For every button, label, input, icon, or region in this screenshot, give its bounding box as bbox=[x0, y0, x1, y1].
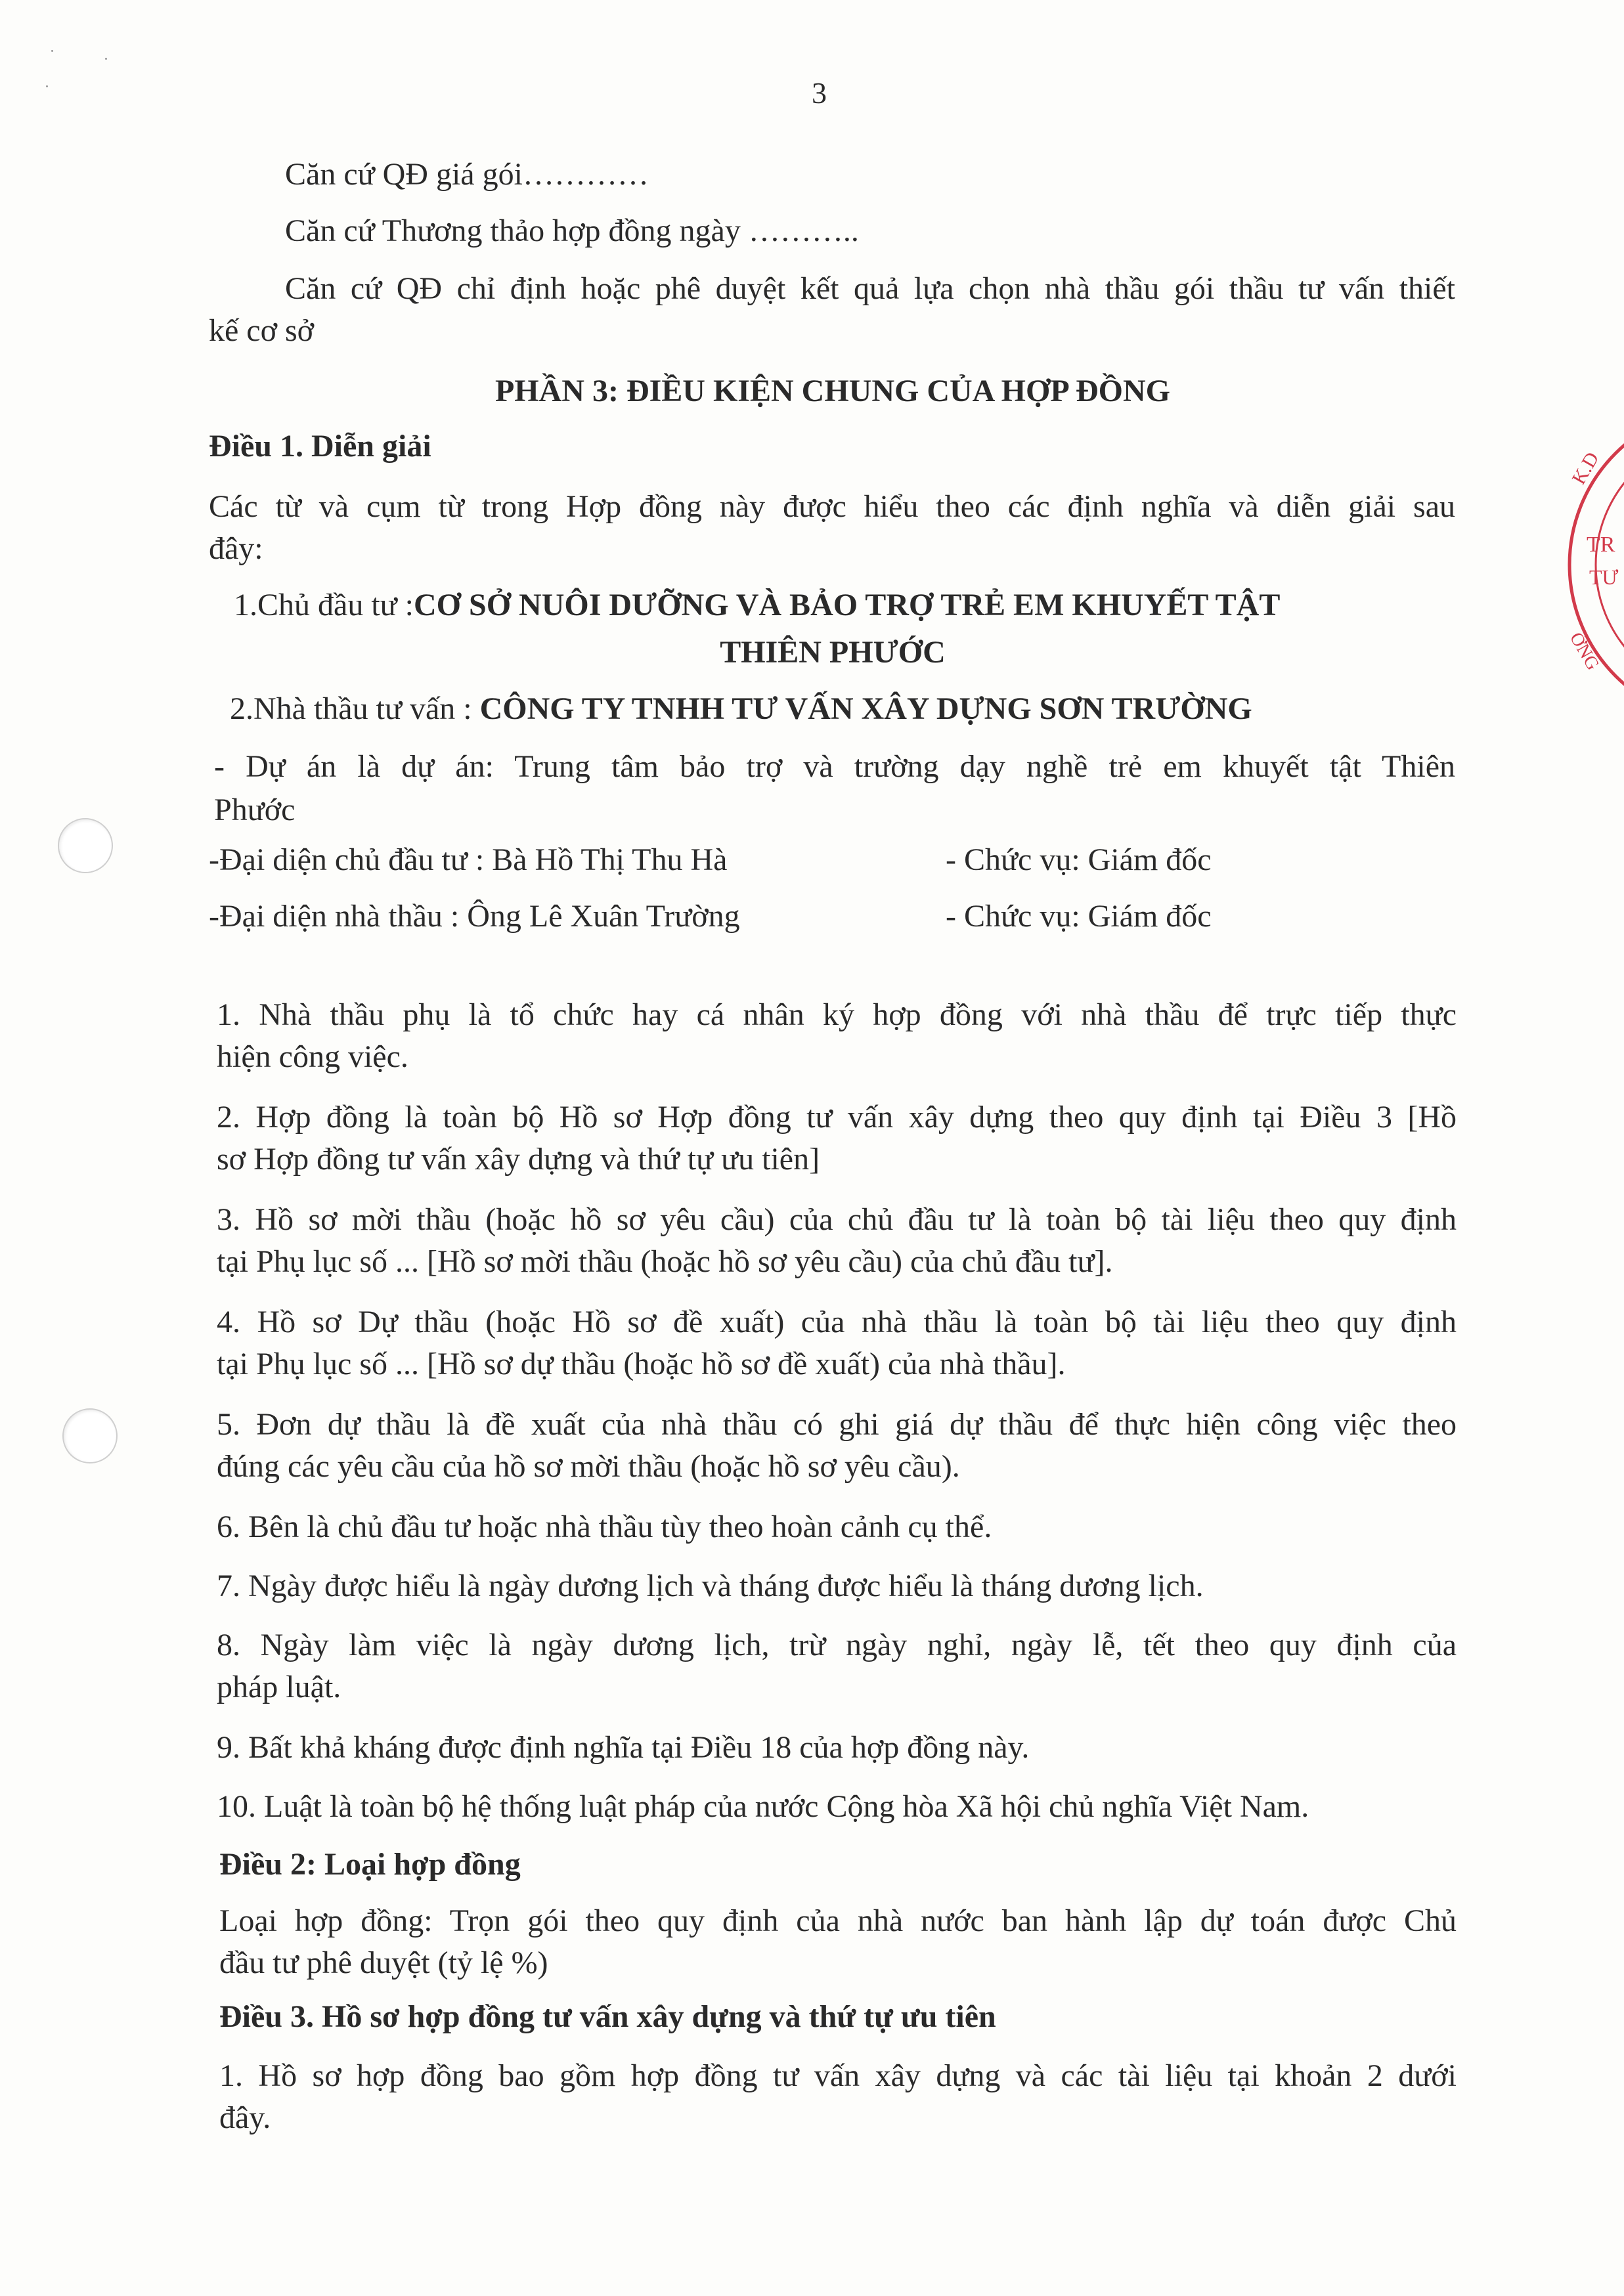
part-title: PHẦN 3: ĐIỀU KIỆN CHUNG CỦA HỢP ĐỒNG bbox=[494, 374, 1171, 408]
punch-hole-top bbox=[58, 818, 113, 873]
definition-item: tại Phụ lục số ... [Hồ sơ mời thầu (hoặc hồ sơ yêu cầu) của chủ đầu tư]. bbox=[217, 1244, 1113, 1279]
definition-item: pháp luật. bbox=[217, 1670, 341, 1704]
definition-item: 3. Hồ sơ mời thầu (hoặc hồ sơ yêu cầu) của chủ đầu tư là toàn bộ tài liệu theo quy định bbox=[217, 1202, 1457, 1237]
definition-item: 6. Bên là chủ đầu tư hoặc nhà thầu tùy theo hoàn cảnh cụ thể. bbox=[217, 1509, 992, 1544]
definition-item: hiện công việc. bbox=[217, 1039, 408, 1074]
article-3-body: đây. bbox=[219, 2100, 271, 2135]
preamble-line: Căn cứ QĐ giá gói………… bbox=[285, 157, 649, 192]
stamp-text-tu: TƯ bbox=[1589, 565, 1619, 589]
article-1-intro: đây: bbox=[209, 531, 263, 566]
definition-item: 4. Hồ sơ Dự thầu (hoặc Hồ sơ đề xuất) của nhà thầu là toàn bộ tài liệu theo quy định bbox=[217, 1305, 1457, 1339]
definition-item: 9. Bất khả kháng được định nghĩa tại Điều 18 của hợp đồng này. bbox=[217, 1730, 1030, 1765]
preamble-line: kế cơ sở bbox=[209, 313, 315, 348]
owner-row bbox=[234, 586, 1280, 625]
article-2-body: Loại hợp đồng: Trọn gói theo quy định của nhà nước ban hành lập dự toán được Chủ bbox=[219, 1903, 1457, 1938]
stamp-text-tr: TR bbox=[1587, 532, 1615, 557]
stamp-text-ong: ỜNG bbox=[1565, 629, 1604, 674]
definition-item: 2. Hợp đồng là toàn bộ Hồ sơ Hợp đồng tư vấn xây dựng theo quy định tại Điều 3 [Hồ bbox=[217, 1100, 1457, 1135]
article-1-title: Điều 1. Diễn giải bbox=[209, 429, 431, 464]
owner-representative-position: - Chức vụ: Giám đốc bbox=[946, 842, 1212, 877]
scan-speck bbox=[105, 58, 107, 60]
article-1-intro: Các từ và cụm từ trong Hợp đồng này được hiểu theo các định nghĩa và diễn giải sau bbox=[209, 489, 1455, 524]
scan-speck bbox=[46, 85, 48, 87]
article-3-body: 1. Hồ sơ hợp đồng bao gồm hợp đồng tư vấn xây dựng và các tài liệu tại khoản 2 dưới bbox=[219, 2058, 1457, 2093]
owner-label: 1.Chủ đầu tư : bbox=[234, 588, 414, 622]
definition-item: sơ Hợp đồng tư vấn xây dựng và thứ tự ưu tiên] bbox=[217, 1142, 820, 1177]
contractor-representative-position: - Chức vụ: Giám đốc bbox=[946, 899, 1212, 934]
project-line: Phước bbox=[214, 792, 296, 827]
preamble-line: Căn cứ Thương thảo hợp đồng ngày ……….. bbox=[285, 213, 859, 248]
definition-item: 7. Ngày được hiểu là ngày dương lịch và tháng được hiểu là tháng dương lịch. bbox=[217, 1569, 1204, 1603]
article-2-title: Điều 2: Loại hợp đồng bbox=[219, 1847, 521, 1882]
consultant-name: CÔNG TY TNHH TƯ VẤN XÂY DỰNG SƠN TRƯỜNG bbox=[479, 691, 1252, 726]
contractor-representative: -Đại diện nhà thầu : Ông Lê Xuân Trường bbox=[209, 899, 740, 934]
owner-name-continued: THIÊN PHƯỚC bbox=[720, 635, 946, 670]
definition-item: tại Phụ lục số ... [Hồ sơ dự thầu (hoặc hồ sơ đề xuất) của nhà thầu]. bbox=[217, 1347, 1066, 1381]
preamble-line: Căn cứ QĐ chỉ định hoặc phê duyệt kết quả lựa chọn nhà thầu gói thầu tư vấn thiết bbox=[285, 271, 1455, 306]
definition-item: 5. Đơn dự thầu là đề xuất của nhà thầu có ghi giá dự thầu để thực hiện công việc theo bbox=[217, 1407, 1457, 1442]
consultant-label: 2.Nhà thầu tư vấn : bbox=[230, 691, 480, 726]
page-number: 3 bbox=[812, 76, 827, 110]
definition-item: 8. Ngày làm việc là ngày dương lịch, trừ ngày nghỉ, ngày lễ, tết theo quy định của bbox=[217, 1628, 1457, 1662]
punch-hole-bottom bbox=[62, 1408, 118, 1463]
project-line: - Dự án là dự án: Trung tâm bảo trợ và trường dạy nghề trẻ em khuyết tật Thiên bbox=[214, 749, 1455, 784]
owner-name: CƠ SỞ NUÔI DƯỠNG VÀ BẢO TRỢ TRẺ EM KHUYẾT TẬT bbox=[414, 588, 1281, 622]
definition-item: 1. Nhà thầu phụ là tổ chức hay cá nhân ký hợp đồng với nhà thầu để trực tiếp thực bbox=[217, 997, 1457, 1032]
article-2-body: đầu tư phê duyệt (tỷ lệ %) bbox=[219, 1945, 548, 1980]
stamp-text-kd: K.D bbox=[1568, 448, 1604, 488]
definition-item: 10. Luật là toàn bộ hệ thống luật pháp của nước Cộng hòa Xã hội chủ nghĩa Việt Nam. bbox=[217, 1789, 1309, 1824]
article-3-title: Điều 3. Hồ sơ hợp đồng tư vấn xây dựng và thứ tự ưu tiên bbox=[219, 1999, 996, 2034]
scan-speck bbox=[51, 50, 53, 52]
definition-item: đúng các yêu cầu của hồ sơ mời thầu (hoặc hồ sơ yêu cầu). bbox=[217, 1449, 960, 1484]
red-seal-stamp-icon bbox=[1556, 433, 1624, 696]
owner-representative: -Đại diện chủ đầu tư : Bà Hồ Thị Thu Hà bbox=[209, 842, 728, 877]
consultant-row bbox=[230, 689, 1252, 729]
